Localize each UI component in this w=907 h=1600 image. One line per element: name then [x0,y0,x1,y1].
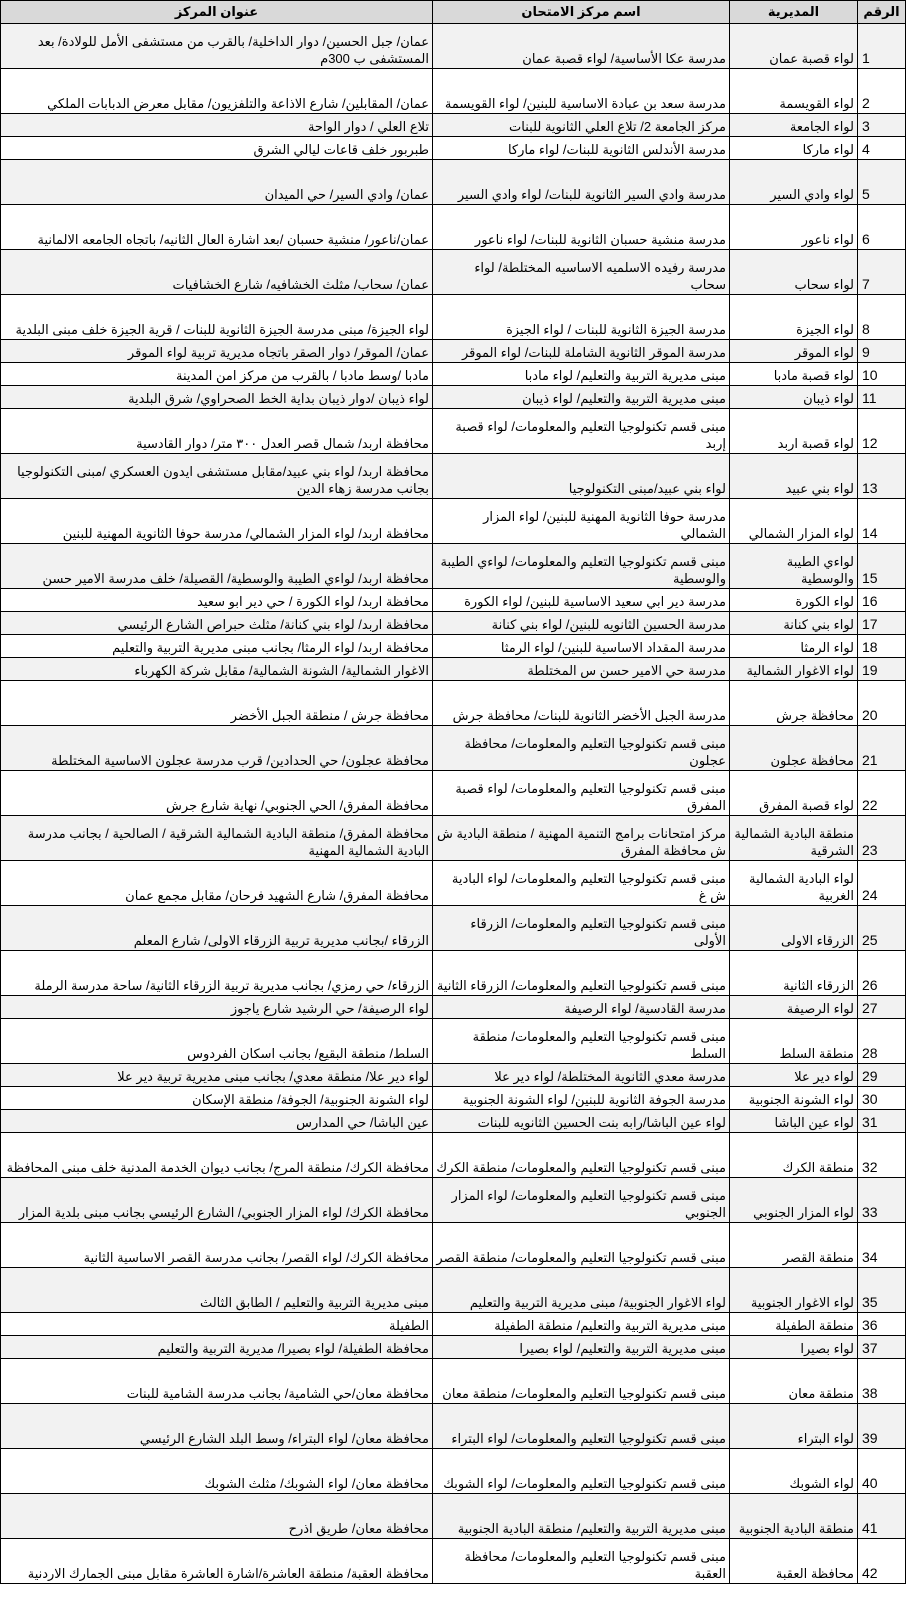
center-address-cell: محافظة اربد/ لواء بني عبيد/مقابل مستشفى ايدون العسكري /مبنى التكنولوجيا بجانب مدرسة زهاء الدين [1,454,433,499]
table-row [1,726,906,771]
directorate-cell: الزرقاء الثانية [730,951,858,996]
center-address-cell: محافظة اربد/ شمال قصر العدل ٣٠٠ متر/ دوار القادسية [1,409,433,454]
header-number: الرقم [858,1,906,24]
center-name-cell: مدرسة المقداد الاساسية للبنين/ لواء الرمثا [433,635,730,658]
directorate-cell: لواء الشونة الجنوبية [730,1087,858,1110]
row-number: 30 [858,1087,906,1110]
table-row [1,24,906,69]
center-address-cell: محافظة معان/ طريق اذرح [1,1494,433,1539]
table-row [1,69,906,114]
row-number: 20 [858,681,906,726]
table-row [1,160,906,205]
table-row [1,205,906,250]
center-name-cell: مركز الجامعة 2/ تلاع العلي الثانوية للبنات [433,114,730,137]
center-address-cell: الاغوار الشمالية/ الشونة الشمالية/ مقابل شركة الكهرباء [1,658,433,681]
directorate-cell: محافظة عجلون [730,726,858,771]
center-name-cell: مدرسة القادسية/ لواء الرصيفة [433,996,730,1019]
row-number: 27 [858,996,906,1019]
table-row [1,499,906,544]
row-number: 4 [858,137,906,160]
center-address-cell: محافظة معان/ لواء الشوبك/ مثلث الشوبك [1,1449,433,1494]
directorate-cell: منطقة الطفيلة [730,1313,858,1336]
directorate-cell: الزرقاء الاولى [730,906,858,951]
table-row [1,771,906,816]
directorate-cell: لواء ذيبان [730,386,858,409]
table-row [1,295,906,340]
center-name-cell: مبنى قسم تكنولوجيا التعليم والمعلومات/ الزرقاء الثانية [433,951,730,996]
row-number: 42 [858,1539,906,1584]
directorate-cell: لواء دير علا [730,1064,858,1087]
center-name-cell: مبنى قسم تكنولوجيا التعليم والمعلومات/ لواءي الطيبة والوسطية [433,544,730,589]
table-row [1,589,906,612]
table-row [1,1110,906,1133]
table-row [1,340,906,363]
center-address-cell: الزرقاء /بجانب مديرية تربية الزرقاء الاولى/ شارع المعلم [1,906,433,951]
center-name-cell: مبنى قسم تكنولوجيا التعليم والمعلومات/ الزرقاء الأولى [433,906,730,951]
row-number: 33 [858,1178,906,1223]
directorate-cell: لواء الاغوار الجنوبية [730,1268,858,1313]
center-name-cell: مدرسة حي الامير حسن س المختلطة [433,658,730,681]
row-number: 11 [858,386,906,409]
row-number: 13 [858,454,906,499]
directorate-cell: محافظة جرش [730,681,858,726]
table-row [1,409,906,454]
row-number: 38 [858,1359,906,1404]
row-number: 36 [858,1313,906,1336]
center-name-cell: مبنى مديرية التربية والتعليم/ لواء مادبا [433,363,730,386]
center-name-cell: مدرسة رفيده الاسلميه الاساسيه المختلطة/ لواء سحاب [433,250,730,295]
center-address-cell: السلط/ منطقة البقيع/ بجانب اسكان الفردوس [1,1019,433,1064]
center-name-cell: مدرسة الجبل الأخضر الثانوية للبنات/ محافظة جرش [433,681,730,726]
row-number: 31 [858,1110,906,1133]
table-row [1,1178,906,1223]
directorate-cell: لواء المزار الجنوبي [730,1178,858,1223]
row-number: 12 [858,409,906,454]
directorate-cell: لواء عين الباشا [730,1110,858,1133]
center-name-cell: مبنى قسم تكنولوجيا التعليم والمعلومات/ لواء المزار الجنوبي [433,1178,730,1223]
center-name-cell: مبنى قسم تكنولوجيا التعليم والمعلومات/ منطقة معان [433,1359,730,1404]
center-address-cell: لواء الرصيفة/ حي الرشيد شارع ياجوز [1,996,433,1019]
table-row [1,996,906,1019]
center-name-cell: مدرسة حوفا الثانوية المهنية للبنين/ لواء المزار الشمالي [433,499,730,544]
directorate-cell: منطقة البادية الجنوبية [730,1494,858,1539]
directorate-cell: منطقة الكرك [730,1133,858,1178]
table-row [1,816,906,861]
table-row [1,658,906,681]
table-row [1,1539,906,1584]
row-number: 39 [858,1404,906,1449]
row-number: 17 [858,612,906,635]
center-address-cell: طبربور خلف قاعات ليالي الشرق [1,137,433,160]
table-row [1,1494,906,1539]
center-name-cell: مبنى مديرية التربية والتعليم/ لواء ذيبان [433,386,730,409]
center-name-cell: مبنى قسم تكنولوجيا التعليم والمعلومات/ منطقة القصر [433,1223,730,1268]
center-address-cell: محافظة اربد/ لواء الكورة / حي دير ابو سعيد [1,589,433,612]
row-number: 1 [858,24,906,69]
row-number: 32 [858,1133,906,1178]
center-name-cell: مبنى قسم تكنولوجيا التعليم والمعلومات/ لواء قصبة المفرق [433,771,730,816]
directorate-cell: لواء بني عبيد [730,454,858,499]
center-name-cell: مبنى قسم تكنولوجيا التعليم والمعلومات/ لواء البتراء [433,1404,730,1449]
center-address-cell: لواء ذيبان /دوار ذيبان بداية الخط الصحراوي/ شرق البلدية [1,386,433,409]
center-address-cell: لواء الشونة الجنوبية/ الجوفة/ منطقة الإسكان [1,1087,433,1110]
center-address-cell: محافظة جرش / منطقة الجبل الأخضر [1,681,433,726]
center-name-cell: لواء بني عبيد/مبنى التكنولوجيا [433,454,730,499]
directorate-cell: لواء ناعور [730,205,858,250]
center-name-cell: مدرسة وادي السير الثانوية للبنات/ لواء وادي السير [433,160,730,205]
directorate-cell: منطقة معان [730,1359,858,1404]
center-name-cell: مبنى مديرية التربية والتعليم/ منطقة الطفيلة [433,1313,730,1336]
center-address-cell: محافظة المفرق/ شارع الشهيد فرحان/ مقابل مجمع عمان [1,861,433,906]
center-name-cell: لواء عين الباشا/رابه بنت الحسين الثانويه للبنات [433,1110,730,1133]
directorate-cell: لواء قصبة مادبا [730,363,858,386]
directorate-cell: لواء القويسمة [730,69,858,114]
table-row [1,1019,906,1064]
center-address-cell: محافظة المفرق/ منطقة البادية الشمالية الشرقية / الصالحية / بجانب مدرسة البادية الشمالية المهنية [1,816,433,861]
center-address-cell: لواء دير علا/ منطقة معدي/ بجانب مبنى مديرية تربية دير علا [1,1064,433,1087]
center-name-cell: مركز امتحانات برامج التنمية المهنية / منطقة البادية ش ش محافظة المفرق [433,816,730,861]
center-address-cell: محافظة الكرك/ منطقة المرج/ بجانب ديوان الخدمة المدنية خلف مبنى المحافظة [1,1133,433,1178]
center-name-cell: مدرسة الجوفة الثانوية للبنين/ لواء الشونة الجنوبية [433,1087,730,1110]
row-number: 5 [858,160,906,205]
table-row [1,1268,906,1313]
directorate-cell: لواء سحاب [730,250,858,295]
center-address-cell: مادبا /وسط مادبا / بالقرب من مركز امن المدينة [1,363,433,386]
center-name-cell: لواء الاغوار الجنوبية/ مبنى مديرية التربية والتعليم [433,1268,730,1313]
directorate-cell: محافظة العقبة [730,1539,858,1584]
center-address-cell: محافظة الكرك/ لواء المزار الجنوبي/ الشارع الرئيسي بجانب مبنى بلدية المزار [1,1178,433,1223]
center-name-cell: مدرسة الحسين الثانويه للبنين/ لواء بني كنانة [433,612,730,635]
center-name-cell: مبنى قسم تكنولوجيا التعليم والمعلومات/ محافظة العقبة [433,1539,730,1584]
center-address-cell: عمان/ سحاب/ مثلث الخشافيه/ شارع الخشافيات [1,250,433,295]
table-row [1,1313,906,1336]
center-name-cell: مدرسة دير ابي سعيد الاساسية للبنين/ لواء الكورة [433,589,730,612]
center-name-cell: مبنى قسم تكنولوجيا التعليم والمعلومات/ لواء البادية ش غ [433,861,730,906]
table-row [1,1064,906,1087]
directorate-cell: لواء قصبة اربد [730,409,858,454]
directorate-cell: لواء الجامعة [730,114,858,137]
header-row [1,1,906,24]
table-row [1,681,906,726]
table-row [1,1223,906,1268]
center-name-cell: مبنى مديرية التربية والتعليم/ منطقة البادية الجنوبية [433,1494,730,1539]
center-name-cell: مدرسة سعد بن عبادة الاساسية للبنين/ لواء القويسمة [433,69,730,114]
center-address-cell: محافظة معان/ لواء البتراء/ وسط البلد الشارع الرئيسي [1,1404,433,1449]
table-row [1,386,906,409]
row-number: 41 [858,1494,906,1539]
center-address-cell: محافظة عجلون/ حي الحدادين/ قرب مدرسة عجلون الاساسية المختلطة [1,726,433,771]
directorate-cell: لواء ماركا [730,137,858,160]
center-name-cell: مبنى قسم تكنولوجيا التعليم والمعلومات/ محافظة عجلون [433,726,730,771]
directorate-cell: لواء الرصيفة [730,996,858,1019]
center-address-cell: محافظة اربد/ لواءي الطيبة والوسطية/ القصيلة/ خلف مدرسة الامير حسن [1,544,433,589]
center-address-cell: الزرقاء/ حي رمزي/ بجانب مديرية تربية الزرقاء الثانية/ ساحة مدرسة الرملة [1,951,433,996]
row-number: 8 [858,295,906,340]
table-row [1,137,906,160]
row-number: 2 [858,69,906,114]
table-row [1,951,906,996]
center-address-cell: محافظة المفرق/ الحي الجنوبي/ نهاية شارع جرش [1,771,433,816]
center-address-cell: عمان/ المقابلين/ شارع الاذاعة والتلفزيون/ مقابل معرض الدبابات الملكي [1,69,433,114]
center-address-cell: الطفيلة [1,1313,433,1336]
directorate-cell: لواء الاغوار الشمالية [730,658,858,681]
row-number: 25 [858,906,906,951]
center-address-cell: محافظة العقبة/ منطقة العاشرة/اشارة العاشرة مقابل مبنى الجمارك الاردنية [1,1539,433,1584]
center-address-cell: محافظة الطفيلة/ لواء بصيرا/ مديرية التربية والتعليم [1,1336,433,1359]
center-address-cell: عمان/ وادي السير/ حي الميدان [1,160,433,205]
row-number: 21 [858,726,906,771]
center-name-cell: مبنى قسم تكنولوجيا التعليم والمعلومات/ منطقة السلط [433,1019,730,1064]
center-address-cell: مبنى مديرية التربية والتعليم / الطابق الثالث [1,1268,433,1313]
directorate-cell: منطقة السلط [730,1019,858,1064]
center-name-cell: مدرسة معدي الثانوية المختلطة/ لواء دير علا [433,1064,730,1087]
center-address-cell: عمان/ناعور/ منشية حسبان /بعد اشارة العال الثانيه/ باتجاه الجامعه الالمانية [1,205,433,250]
row-number: 7 [858,250,906,295]
directorate-cell: لواء الموقر [730,340,858,363]
row-number: 15 [858,544,906,589]
row-number: 35 [858,1268,906,1313]
center-address-cell: تلاع العلي / دوار الواحة [1,114,433,137]
table-row [1,1359,906,1404]
directorate-cell: لواء المزار الشمالي [730,499,858,544]
center-address-cell: عين الباشا/ حي المدارس [1,1110,433,1133]
table-row [1,454,906,499]
directorate-cell: لواء بصيرا [730,1336,858,1359]
table-row [1,612,906,635]
table-row [1,1404,906,1449]
center-address-cell: عمان/ الموقر/ دوار الصقر باتجاه مديرية تربية لواء الموقر [1,340,433,363]
directorate-cell: لواءي الطيبة والوسطية [730,544,858,589]
directorate-cell: منطقة القصر [730,1223,858,1268]
table-row [1,1133,906,1178]
table-row [1,906,906,951]
row-number: 14 [858,499,906,544]
directorate-cell: لواء البادية الشمالية الغربية [730,861,858,906]
table-row [1,114,906,137]
directorate-cell: لواء الجيزة [730,295,858,340]
row-number: 40 [858,1449,906,1494]
directorate-cell: لواء البتراء [730,1404,858,1449]
directorate-cell: لواء قصبة عمان [730,24,858,69]
row-number: 10 [858,363,906,386]
row-number: 16 [858,589,906,612]
center-name-cell: مدرسة منشية حسبان الثانوية للبنات/ لواء ناعور [433,205,730,250]
center-address-cell: محافظة الكرك/ لواء القصر/ بجانب مدرسة القصر الاساسية الثانية [1,1223,433,1268]
row-number: 22 [858,771,906,816]
row-number: 6 [858,205,906,250]
center-address-cell: محافظة معان/حي الشامية/ بجانب مدرسة الشامية للبنات [1,1359,433,1404]
table-row [1,250,906,295]
row-number: 37 [858,1336,906,1359]
row-number: 29 [858,1064,906,1087]
table-row [1,861,906,906]
center-address-cell: محافظة اربد/ لواء الرمثا/ بجانب مبنى مديرية التربية والتعليم [1,635,433,658]
center-name-cell: مدرسة الأندلس الثانوية للبنات/ لواء ماركا [433,137,730,160]
center-name-cell: مدرسة الجيزة الثانوية للبنات / لواء الجيزة [433,295,730,340]
center-address-cell: لواء الجيزة/ مبنى مدرسة الجيزة الثانوية للبنات / قرية الجيزة خلف مبنى البلدية [1,295,433,340]
center-address-cell: عمان/ جبل الحسين/ دوار الداخلية/ بالقرب من مستشفى الأمل للولادة/ بعد المستشفى ب 300م [1,24,433,69]
directorate-cell: لواء قصبة المفرق [730,771,858,816]
table-row [1,544,906,589]
center-name-cell: مدرسة الموقر الثانوية الشاملة للبنات/ لواء الموقر [433,340,730,363]
directorate-cell: منطقة البادية الشمالية الشرقية [730,816,858,861]
table-row [1,1449,906,1494]
directorate-cell: لواء الشوبك [730,1449,858,1494]
table-row [1,363,906,386]
header-center-name: اسم مركز الامتحان [433,1,730,24]
center-name-cell: مدرسة عكا الأساسية/ لواء قصبة عمان [433,24,730,69]
row-number: 23 [858,816,906,861]
row-number: 3 [858,114,906,137]
directorate-cell: لواء الرمثا [730,635,858,658]
center-name-cell: مبنى قسم تكنولوجيا التعليم والمعلومات/ لواء قصبة إربد [433,409,730,454]
header-center-address: عنوان المركز [1,1,433,24]
header-directorate: المديرية [730,1,858,24]
center-name-cell: مبنى مديرية التربية والتعليم/ لواء بصيرا [433,1336,730,1359]
table-row [1,1336,906,1359]
table-row [1,635,906,658]
row-number: 9 [858,340,906,363]
row-number: 28 [858,1019,906,1064]
row-number: 34 [858,1223,906,1268]
row-number: 18 [858,635,906,658]
center-name-cell: مبنى قسم تكنولوجيا التعليم والمعلومات/ منطقة الكرك [433,1133,730,1178]
directorate-cell: لواء وادي السير [730,160,858,205]
center-address-cell: محافظة اربد/ لواء المزار الشمالي/ مدرسة حوفا الثانوية المهنية للبنين [1,499,433,544]
center-address-cell: محافظة اربد/ لواء بني كنانة/ مثلث حبراص الشارع الرئيسي [1,612,433,635]
center-name-cell: مبنى قسم تكنولوجيا التعليم والمعلومات/ لواء الشوبك [433,1449,730,1494]
row-number: 26 [858,951,906,996]
row-number: 19 [858,658,906,681]
table-row [1,1087,906,1110]
directorate-cell: لواء الكورة [730,589,858,612]
directorate-cell: لواء بني كنانة [730,612,858,635]
row-number: 24 [858,861,906,906]
